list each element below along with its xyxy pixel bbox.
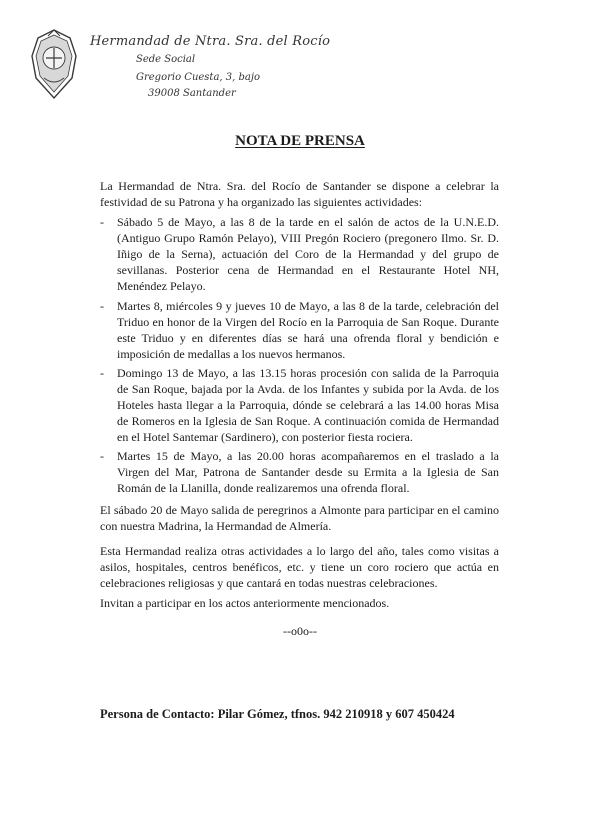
office-label: Sede Social <box>136 54 196 65</box>
section-separator: --o0o-- <box>283 624 317 638</box>
activity-text: Domingo 13 de Mayo, a las 13.15 horas procesión con salida de la Parroquia de San Roque, bajada por la Avda. de los Infantes y subida por la Avda. de los Hoteles hasta llegar a la Parroquia, dónde se celebrará a las 14.00 horas Misa de Romeros en la Iglesia de San Roque. A continuación comida de Hermandad en el Hotel Santemar (Sardinero), con posterior fiesta rociera. <box>117 366 499 444</box>
activity-text: Martes 8, miércoles 9 y jueves 10 de Mayo, a las 8 de la tarde, celebración del Triduo en honor de la Virgen del Rocío en la Parroquia de San Roque. Durante este Triduo y en diferentes días se hará una ofrenda floral y bendición e imposición de medallas a los nuevos hermanos. <box>117 299 499 361</box>
invitation-paragraph: Invitan a participar en los actos anteriormente mencionados. <box>100 596 390 610</box>
contact-line: Persona de Contacto: Pilar Gómez, tfnos. 942 210918 y 607 450424 <box>100 707 455 721</box>
activity-text: Sábado 5 de Mayo, a las 8 de la tarde en el salón de actos de la U.N.E.D. (Antiguo Grupo Ramón Pelayo), VIII Pregón Rociero (pregonero Ilmo. Sr. D. Iñigo de la Serna), actuación del Coro de la Hermandad y del grupo de sevillanas. Posterior cena de Hermandad en el Restaurante Hotel NH, Menéndez Pelayo. <box>117 215 499 293</box>
activity-text: Martes 15 de Mayo, a las 20.00 horas acompañaremos en el traslado a la Virgen del Mar, Patrona de Santander desde su Ermita a la Iglesia de San Román de la Llanilla, donde realizaremos una ofrenda floral. <box>117 449 499 495</box>
pilgrims-paragraph: El sábado 20 de Mayo salida de peregrinos a Almonte para participar en el camino con nuestra Madrina, la Hermandad de Almería. <box>100 503 499 533</box>
city-address: 39008 Santander <box>148 88 236 99</box>
list-bullet: - <box>100 449 104 463</box>
street-address: Gregorio Cuesta, 3, bajo <box>136 72 260 83</box>
page-title: NOTA DE PRENSA <box>235 133 365 149</box>
brotherhood-seal-icon <box>30 28 78 100</box>
list-bullet: - <box>100 215 104 229</box>
list-bullet: - <box>100 366 104 380</box>
intro-paragraph: La Hermandad de Ntra. Sra. del Rocío de Santander se dispone a celebrar la festividad de su Patrona y ha organizado las siguientes actividades: <box>100 179 499 209</box>
organization-name: Hermandad de Ntra. Sra. del Rocío <box>90 34 331 49</box>
other-activities-paragraph: Esta Hermandad realiza otras actividades a lo largo del año, tales como visitas a asilos, hospitales, centros benéficos, etc. y tiene un coro rociero que actúa en celebraciones religiosas y que cantará en todas nuestras celebraciones. <box>100 544 499 590</box>
list-bullet: - <box>100 299 104 313</box>
